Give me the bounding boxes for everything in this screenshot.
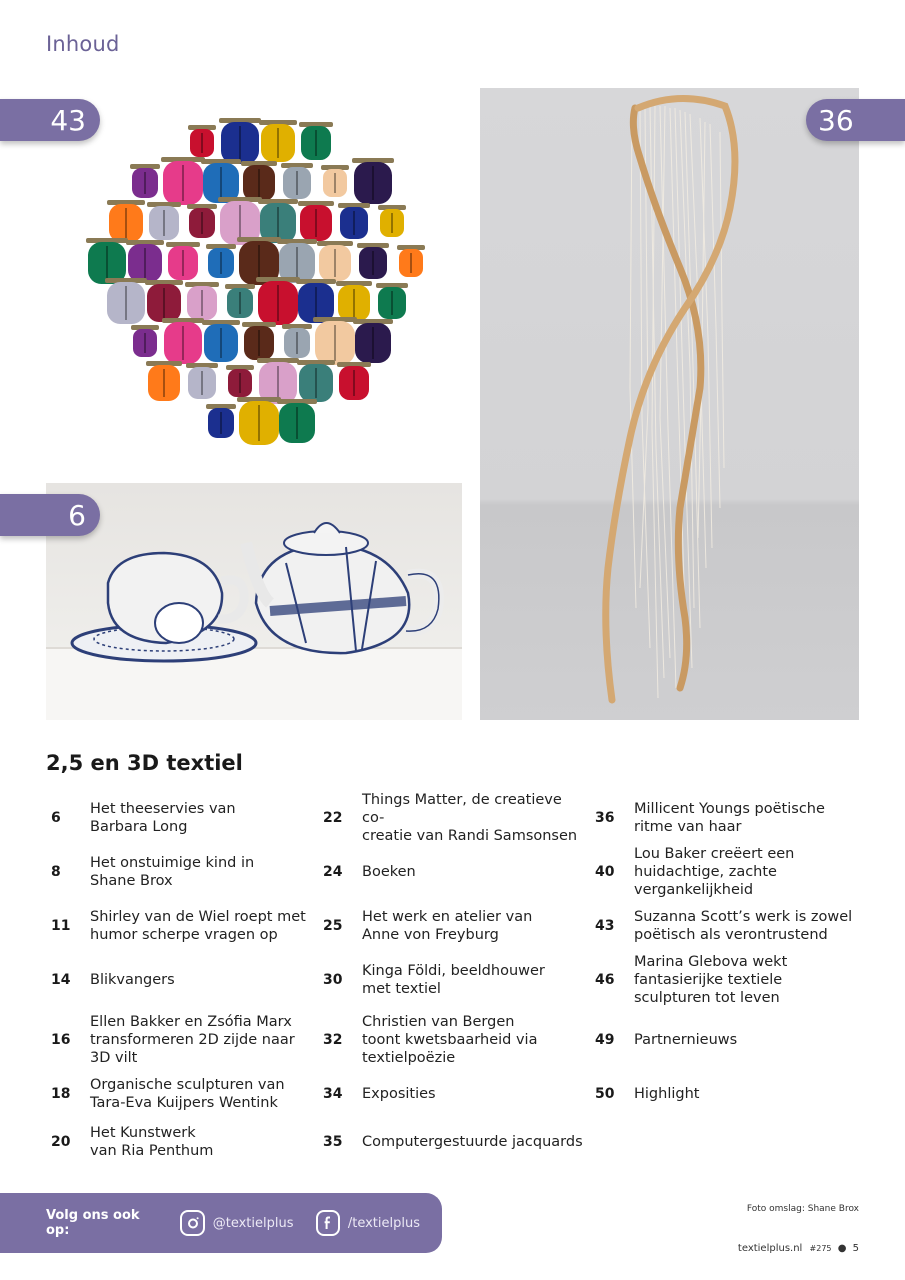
toc-title: Het onstuimige kind in Shane Brox <box>90 855 255 889</box>
toc-entry[interactable] <box>46 904 316 948</box>
purses-artwork-photo <box>60 88 462 468</box>
toc-entry[interactable] <box>318 904 588 948</box>
page-number: 5 <box>852 1243 859 1254</box>
bullet-separator: ● <box>837 1243 847 1254</box>
toc-title: Organische sculpturen van Tara-Eva Kuijpers Wentink <box>90 1077 285 1111</box>
teaset-photo <box>46 483 462 720</box>
toc-page-number: 30 <box>323 972 343 988</box>
social-label: Volg ons ook op: <box>46 1208 140 1238</box>
toc-title: Millicent Youngs poëtische ritme van haar <box>634 801 825 835</box>
toc-title: Boeken <box>362 864 416 880</box>
toc-page-number: 36 <box>595 810 615 826</box>
toc-page-number: 43 <box>595 918 615 934</box>
toc-page-number: 18 <box>51 1086 71 1102</box>
photo-credit: Foto omslag: Shane Brox <box>746 1204 859 1214</box>
toc-page-number: 8 <box>51 864 61 880</box>
toc-entry[interactable] <box>318 850 588 894</box>
social-bar <box>0 1193 442 1253</box>
toc-title: Highlight <box>634 1086 700 1102</box>
toc-page-number: 35 <box>323 1134 343 1150</box>
toc-entry[interactable] <box>590 1018 860 1062</box>
hanging-sculpture-photo <box>480 88 859 720</box>
toc-entry[interactable] <box>590 844 860 900</box>
toc-title: Het Kunstwerk van Ria Penthum <box>90 1125 214 1159</box>
toc-entry[interactable] <box>46 958 316 1002</box>
toc-entry[interactable] <box>318 1012 588 1068</box>
toc-page-number: 6 <box>51 810 61 826</box>
section-title: Inhoud <box>46 32 120 56</box>
toc-page-number: 24 <box>323 864 343 880</box>
toc-title: Het werk en atelier van Anne von Freyburg <box>362 909 533 943</box>
facebook-icon[interactable] <box>316 1210 340 1236</box>
toc-page-number: 14 <box>51 972 71 988</box>
toc-title: Things Matter, de creatieve co- creatie van Randi Samsonsen <box>362 792 578 844</box>
toc-page-number: 25 <box>323 918 343 934</box>
toc-entry[interactable] <box>590 796 860 840</box>
toc-title: Het theeservies van Barbara Long <box>90 801 236 835</box>
purse-circle-graphic <box>60 88 462 468</box>
toc-entry[interactable] <box>318 958 588 1002</box>
toc-title: Kinga Földi, beeldhouwer met textiel <box>362 963 545 997</box>
toc-title: Computergestuurde jacquards <box>362 1134 583 1150</box>
toc-title: Christien van Bergen toont kwetsbaarheid via textielpoëzie <box>362 1014 538 1066</box>
instagram-handle-link[interactable]: @textielplus <box>212 1215 294 1231</box>
toc-entry[interactable] <box>46 796 316 840</box>
issue-number: #275 <box>809 1244 832 1253</box>
page-tab-36: 36 <box>806 99 905 141</box>
toc-entry[interactable] <box>46 1072 316 1116</box>
toc-entry[interactable] <box>318 792 588 844</box>
toc-page-number: 40 <box>595 864 615 880</box>
teaset-graphic <box>46 483 462 720</box>
toc-page-number: 34 <box>323 1086 343 1102</box>
toc-title: Shirley van de Wiel roept met humor scherpe vragen op <box>90 909 306 943</box>
toc-title: Marina Glebova wekt fantasierijke textiele sculpturen tot leven <box>634 954 788 1006</box>
toc-entry[interactable] <box>318 1072 588 1116</box>
toc-title: Partnernieuws <box>634 1032 738 1048</box>
toc-title: Blikvangers <box>90 972 175 988</box>
page-footer <box>738 1243 859 1254</box>
toc-page-number: 16 <box>51 1032 71 1048</box>
facebook-handle-link[interactable]: /textielplus <box>347 1215 420 1231</box>
instagram-icon[interactable] <box>180 1210 204 1236</box>
toc-page-number: 50 <box>595 1086 615 1102</box>
toc-entry[interactable] <box>590 952 860 1008</box>
hair-sculpture-graphic <box>480 88 859 720</box>
page-tab-43: 43 <box>0 99 100 141</box>
toc-title: Lou Baker creëert een huidachtige, zachte vergankelijkheid <box>634 846 795 898</box>
toc-page-number: 46 <box>595 972 615 988</box>
toc-page-number: 20 <box>51 1134 71 1150</box>
contents-heading: 2,5 en 3D textiel <box>46 751 243 775</box>
toc-title: Exposities <box>362 1086 436 1102</box>
toc-page-number: 49 <box>595 1032 615 1048</box>
toc-title: Suzanna Scott’s werk is zowel poëtisch als verontrustend <box>634 909 853 943</box>
toc-entry[interactable] <box>318 1120 588 1164</box>
page-tab-6: 6 <box>0 494 100 536</box>
toc-entry[interactable] <box>590 904 860 948</box>
toc-page-number: 22 <box>323 810 343 826</box>
toc-entry[interactable] <box>46 1012 316 1068</box>
toc-entry[interactable] <box>46 850 316 894</box>
site-name: textielplus.nl <box>737 1243 803 1254</box>
toc-page-number: 11 <box>51 918 71 934</box>
toc-page-number: 32 <box>323 1032 343 1048</box>
toc-title: Ellen Bakker en Zsófia Marx transformeren 2D zijde naar 3D vilt <box>90 1014 295 1066</box>
toc-entry[interactable] <box>590 1072 860 1116</box>
toc-entry[interactable] <box>46 1120 316 1164</box>
